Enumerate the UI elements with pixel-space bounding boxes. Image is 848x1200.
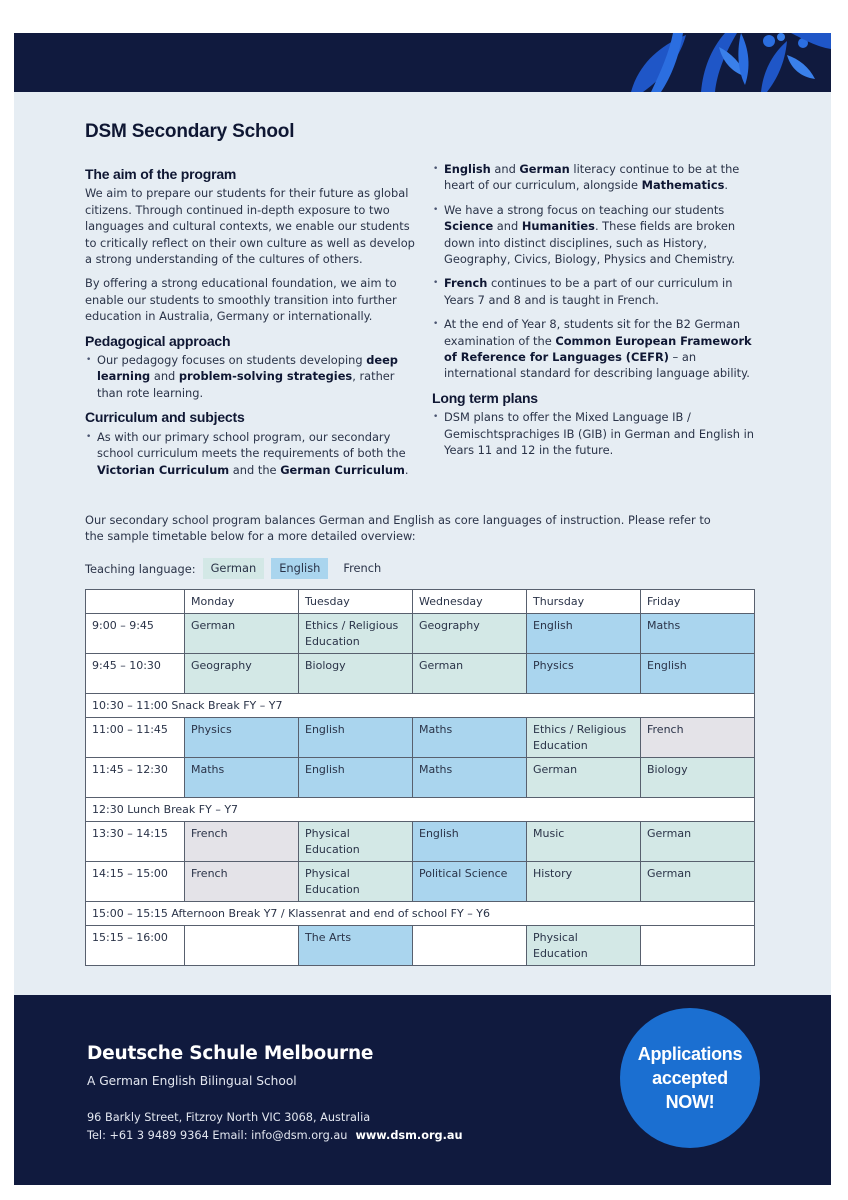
curriculum-heading: Curriculum and subjects — [85, 409, 245, 426]
pedagogy-list — [85, 352, 415, 401]
legend-english: English — [271, 558, 328, 579]
school-contact — [87, 1129, 463, 1142]
subject-cell: Maths — [185, 758, 299, 798]
timetable-row — [86, 614, 755, 654]
break-row — [86, 902, 755, 926]
break-row — [86, 694, 755, 718]
time-slot: 14:15 – 15:00 — [86, 862, 185, 902]
subject-cell: English — [641, 654, 755, 694]
subject-cell: German — [641, 862, 755, 902]
curriculum-list — [85, 429, 415, 478]
timetable-row — [86, 758, 755, 798]
break-cell: 10:30 – 11:00 Snack Break FY – Y7 — [86, 694, 755, 718]
right-column — [432, 161, 762, 467]
page-title: DSM Secondary School — [85, 121, 295, 142]
day-header: Thursday — [527, 590, 641, 614]
pedagogy-heading: Pedagogical approach — [85, 332, 231, 349]
aim-paragraph-2: By offering a strong educational foundation, we aim to enable our students to smoothly transition into further education in Australia, Germany or internationally. — [85, 276, 397, 324]
literacy-bullet: • English and German literacy continue to be at the heart of our curriculum, alongside Mathematics. — [432, 161, 762, 194]
timetable-row — [86, 862, 755, 902]
timetable-row — [86, 654, 755, 694]
subject-cell: Physics — [185, 718, 299, 758]
language-legend — [85, 558, 396, 579]
subject-cell: English — [299, 758, 413, 798]
day-header: Wednesday — [413, 590, 527, 614]
subject-cell: Geography — [413, 614, 527, 654]
contact-details: Tel: +61 3 9489 9364 Email: info@dsm.org.au — [87, 1129, 348, 1142]
time-slot: 11:00 – 11:45 — [86, 718, 185, 758]
timetable-header-row — [86, 590, 755, 614]
plans-bullet: • DSM plans to offer the Mixed Language IB / Gemischtsprachiges IB (GIB) in German and English in Years 11 and 12 in the future. — [432, 409, 762, 458]
subject-cell: Music — [527, 822, 641, 862]
subject-cell: German — [641, 822, 755, 862]
timetable — [85, 589, 755, 966]
subject-cell: Maths — [413, 758, 527, 798]
time-slot: 13:30 – 14:15 — [86, 822, 185, 862]
subject-cell: Physical Education — [299, 862, 413, 902]
eucalyptus-leaf-icon — [591, 33, 831, 92]
subject-cell: French — [185, 862, 299, 902]
flyer-page — [14, 33, 831, 1185]
subject-cell: Maths — [641, 614, 755, 654]
subject-cell: Physical Education — [527, 926, 641, 966]
time-slot: 9:00 – 9:45 — [86, 614, 185, 654]
subject-cell: Physical Education — [299, 822, 413, 862]
timetable-intro: Our secondary school program balances German and English as core languages of instruction. Please refer to the sample timetable below for a more detailed overview: — [85, 513, 711, 544]
subject-cell: French — [185, 822, 299, 862]
subject-cell: Biology — [299, 654, 413, 694]
day-header: Monday — [185, 590, 299, 614]
break-cell: 15:00 – 15:15 Afternoon Break Y7 / Klassenrat and end of school FY – Y6 — [86, 902, 755, 926]
break-row — [86, 798, 755, 822]
legend-german: German — [203, 558, 265, 579]
time-slot: 9:45 – 10:30 — [86, 654, 185, 694]
subjects-list — [432, 161, 762, 382]
timetable-row — [86, 822, 755, 862]
timetable-corner-cell — [86, 590, 185, 614]
badge-text: Applications accepted NOW! — [637, 1044, 743, 1112]
subject-cell: German — [527, 758, 641, 798]
time-slot: 11:45 – 12:30 — [86, 758, 185, 798]
school-address: 96 Barkly Street, Fitzroy North VIC 3068, Australia — [87, 1111, 371, 1124]
applications-badge — [620, 1008, 760, 1148]
subject-cell: English — [527, 614, 641, 654]
subject-cell: German — [185, 614, 299, 654]
subject-cell: French — [641, 718, 755, 758]
subject-cell: Ethics / Religious Education — [299, 614, 413, 654]
subject-cell: Ethics / Religious Education — [527, 718, 641, 758]
subject-cell — [185, 926, 299, 966]
aim-heading: The aim of the program — [85, 166, 237, 182]
subject-cell: Political Science — [413, 862, 527, 902]
subject-cell: German — [413, 654, 527, 694]
timetable-body — [86, 590, 755, 966]
timetable-row — [86, 718, 755, 758]
subject-cell: Biology — [641, 758, 755, 798]
footer — [14, 995, 831, 1185]
subject-cell — [413, 926, 527, 966]
science-bullet: • We have a strong focus on teaching our students Science and Humanities. These fields are broken down into distinct disciplines, such as History, Geography, Civics, Biology, Physics and Chemistry. — [432, 202, 762, 268]
timetable-row — [86, 926, 755, 966]
subject-cell: Physics — [527, 654, 641, 694]
subject-cell — [641, 926, 755, 966]
legend-label: Teaching language: — [85, 561, 196, 576]
aim-paragraph-1: We aim to prepare our students for their future as global citizens. Through continued in-depth exposure to two languages and cultural contexts, we enable our students to critically reflect on their own culture as well as develop a strong understanding of the cultures of others. — [85, 186, 415, 267]
pedagogy-bullet: • Our pedagogy focuses on students developing deep learning and problem-solving strategies, rather than rote learning. — [85, 352, 415, 401]
time-slot: 15:15 – 16:00 — [86, 926, 185, 966]
subject-cell: English — [299, 718, 413, 758]
legend-french: French — [343, 561, 382, 575]
plans-list — [432, 409, 762, 458]
curriculum-bullet: • As with our primary school program, our secondary school curriculum meets the requirements of both the Victorian Curriculum and the German Curriculum. — [85, 429, 415, 478]
cefr-bullet: • At the end of Year 8, students sit for the B2 German examination of the Common European Framework of Reference for Languages (CEFR) – an international standard for describing language ability. — [432, 316, 762, 382]
subject-cell: Maths — [413, 718, 527, 758]
day-header: Tuesday — [299, 590, 413, 614]
subject-cell: The Arts — [299, 926, 413, 966]
left-column — [85, 166, 415, 486]
subject-cell: Geography — [185, 654, 299, 694]
french-bullet: • French continues to be a part of our curriculum in Years 7 and 8 and is taught in French. — [432, 275, 762, 308]
top-banner — [14, 33, 831, 92]
subject-cell: English — [413, 822, 527, 862]
website-link[interactable]: www.dsm.org.au — [355, 1129, 463, 1142]
day-header: Friday — [641, 590, 755, 614]
plans-heading: Long term plans — [432, 389, 538, 406]
school-name: Deutsche Schule Melbourne — [87, 1043, 374, 1064]
break-cell: 12:30 Lunch Break FY – Y7 — [86, 798, 755, 822]
subject-cell: History — [527, 862, 641, 902]
school-tagline: A German English Bilingual School — [87, 1074, 297, 1088]
